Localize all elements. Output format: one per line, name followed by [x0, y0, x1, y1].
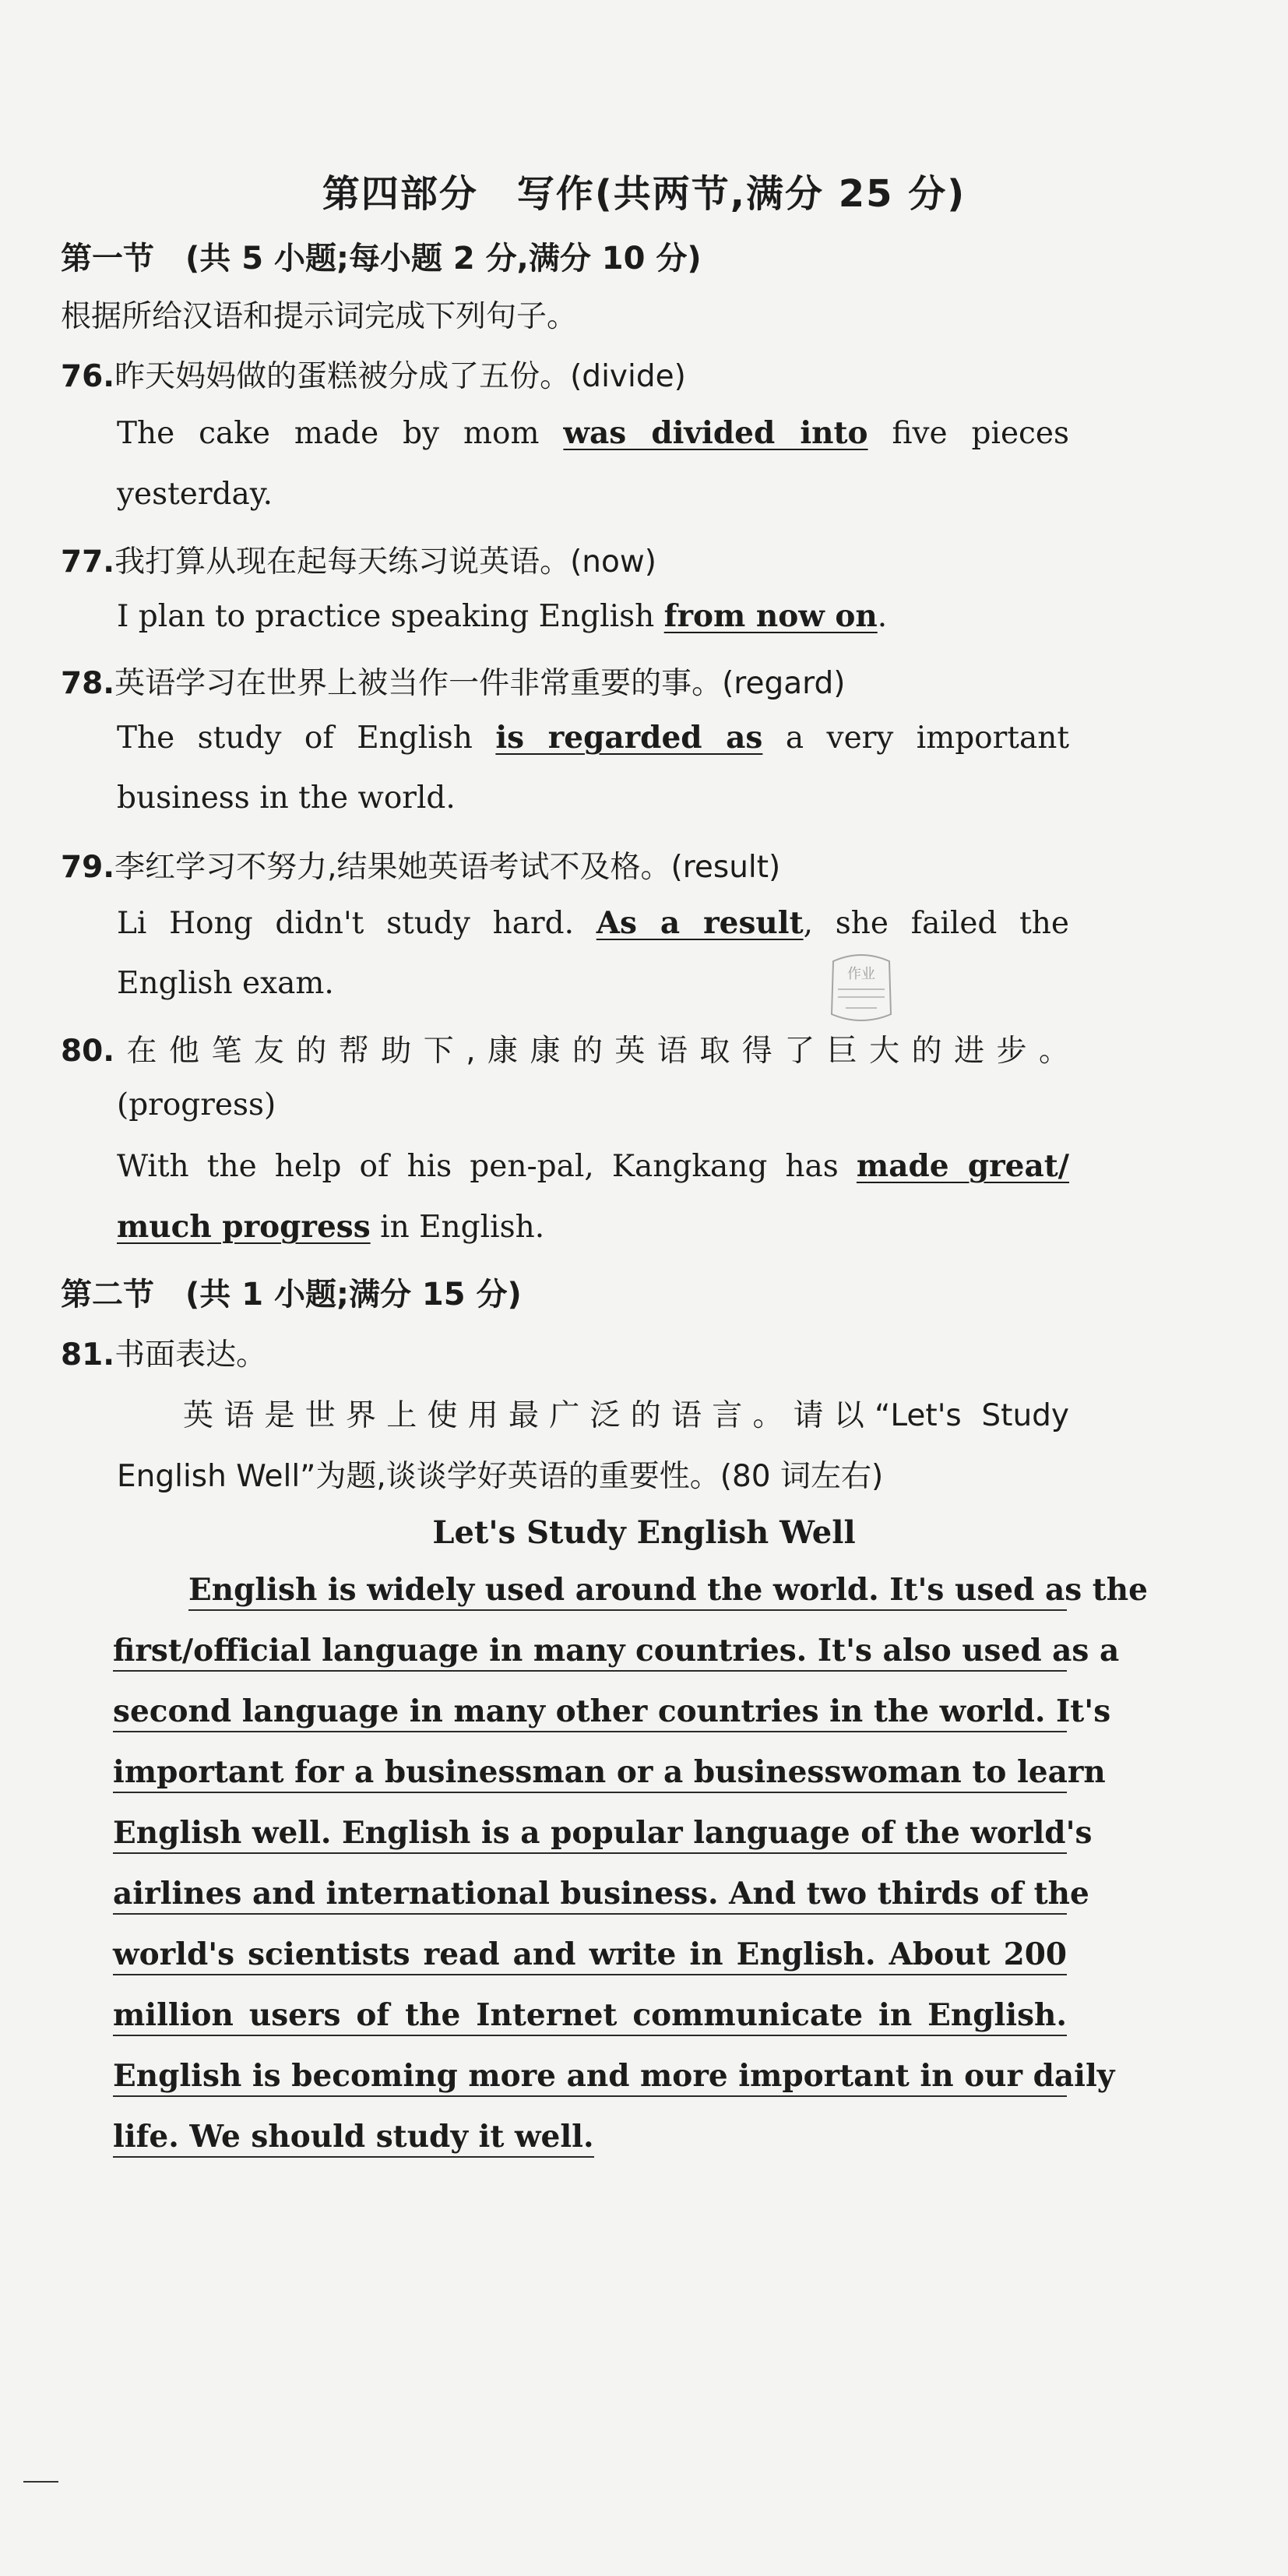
margin-mark — [23, 2481, 58, 2483]
question-number: 76. — [61, 359, 115, 394]
section1-heading: 第一节 (共 5 小题;每小题 2 分,满分 10 分) — [61, 241, 702, 277]
question-80-answer-line2 — [117, 1209, 544, 1245]
question-prompt: 在他笔友的帮助下,康康的英语取得了巨大的进步。 — [114, 1034, 1069, 1069]
essay-line: English well. English is a popular language of the world's — [113, 1815, 1067, 1854]
writing-prompt-line1: 英语是世界上使用最广泛的语言。请以“Let's Study — [183, 1398, 1069, 1433]
homework-stamp-icon — [825, 952, 897, 1030]
part-title: 第四部分 写作(共两节,满分 25 分) — [322, 172, 966, 216]
question-79-continuation: English exam. — [117, 966, 334, 1001]
essay-line: second language in many other countries in the world. It's — [113, 1693, 1067, 1732]
question-80-prompt — [61, 1027, 1069, 1070]
question-76-continuation: yesterday. — [117, 477, 273, 512]
question-number: 78. — [61, 666, 115, 701]
question-prompt: 我打算从现在起每天练习说英语。(now) — [114, 544, 657, 580]
answer-suffix: , she failed the — [803, 906, 1069, 941]
essay-line: life. We should study it well. — [113, 2119, 594, 2158]
essay-line: English is widely used around the world. It's used as the — [188, 1572, 1067, 1611]
question-79-answer-line — [117, 905, 1069, 941]
question-77-answer-line — [117, 598, 887, 634]
section2-heading: 第二节 (共 1 小题;满分 15 分) — [61, 1277, 522, 1313]
essay-line: world's scientists read and write in English. About 200 — [113, 1936, 1067, 1975]
answer-prefix: I plan to practice speaking English — [117, 599, 655, 634]
question-80-prompt-continuation: (progress) — [117, 1087, 276, 1122]
question-78-continuation: business in the world. — [117, 781, 456, 816]
question-number: 80. — [61, 1034, 115, 1069]
question-78-prompt — [61, 659, 845, 703]
question-prompt: 昨天妈妈做的蛋糕被分成了五份。(divide) — [114, 359, 686, 394]
question-number: 79. — [61, 850, 115, 885]
answer-text: was divided into — [563, 415, 868, 451]
essay-line: English is becoming more and more important in our daily — [113, 2058, 1067, 2097]
answer-text: from now on — [663, 598, 878, 634]
answer-suffix: in English. — [380, 1210, 545, 1245]
question-76-answer-line — [117, 415, 1069, 451]
answer-suffix: . — [877, 599, 888, 634]
question-78-answer-line — [117, 720, 1069, 756]
essay-title: Let's Study English Well — [432, 1514, 856, 1551]
answer-text-part2: much progress — [117, 1209, 371, 1245]
stamp-label: 作业 — [847, 966, 875, 982]
question-80-answer-line — [117, 1148, 1069, 1184]
essay-line: first/official language in many countries. It's also used as a — [113, 1633, 1067, 1672]
question-number: 77. — [61, 544, 115, 580]
writing-prompt-line2: English Well”为题,谈谈学好英语的重要性。(80 词左右) — [117, 1459, 884, 1494]
question-81-prompt — [61, 1330, 266, 1374]
essay-line: airlines and international business. And two thirds of the — [113, 1876, 1067, 1915]
answer-prefix: The cake made by mom — [117, 416, 540, 451]
answer-suffix: a very important — [785, 721, 1070, 756]
answer-prefix: Li Hong didn't study hard. — [117, 906, 575, 941]
answer-prefix: The study of English — [117, 721, 473, 756]
answer-prefix: With the help of his pen-pal, Kangkang has — [117, 1149, 839, 1184]
question-77-prompt — [61, 537, 656, 581]
question-prompt: 李红学习不努力,结果她英语考试不及格。(result) — [114, 850, 781, 885]
essay-line: important for a businessman or a businesswoman to learn — [113, 1754, 1067, 1793]
section1-instruction: 根据所给汉语和提示词完成下列句子。 — [61, 299, 578, 334]
question-prompt: 英语学习在世界上被当作一件非常重要的事。(regard) — [114, 666, 846, 701]
question-number: 81. — [61, 1337, 115, 1373]
answer-suffix: five pieces — [892, 416, 1069, 451]
question-76-prompt — [61, 352, 686, 396]
question-79-prompt — [61, 843, 780, 886]
answer-text: is regarded as — [495, 720, 763, 756]
question-task: 书面表达。 — [114, 1337, 267, 1373]
answer-text: As a result — [596, 905, 804, 941]
answer-text-part1: made great/ — [856, 1148, 1070, 1184]
essay-line: million users of the Internet communicate in English. — [113, 1997, 1067, 2036]
